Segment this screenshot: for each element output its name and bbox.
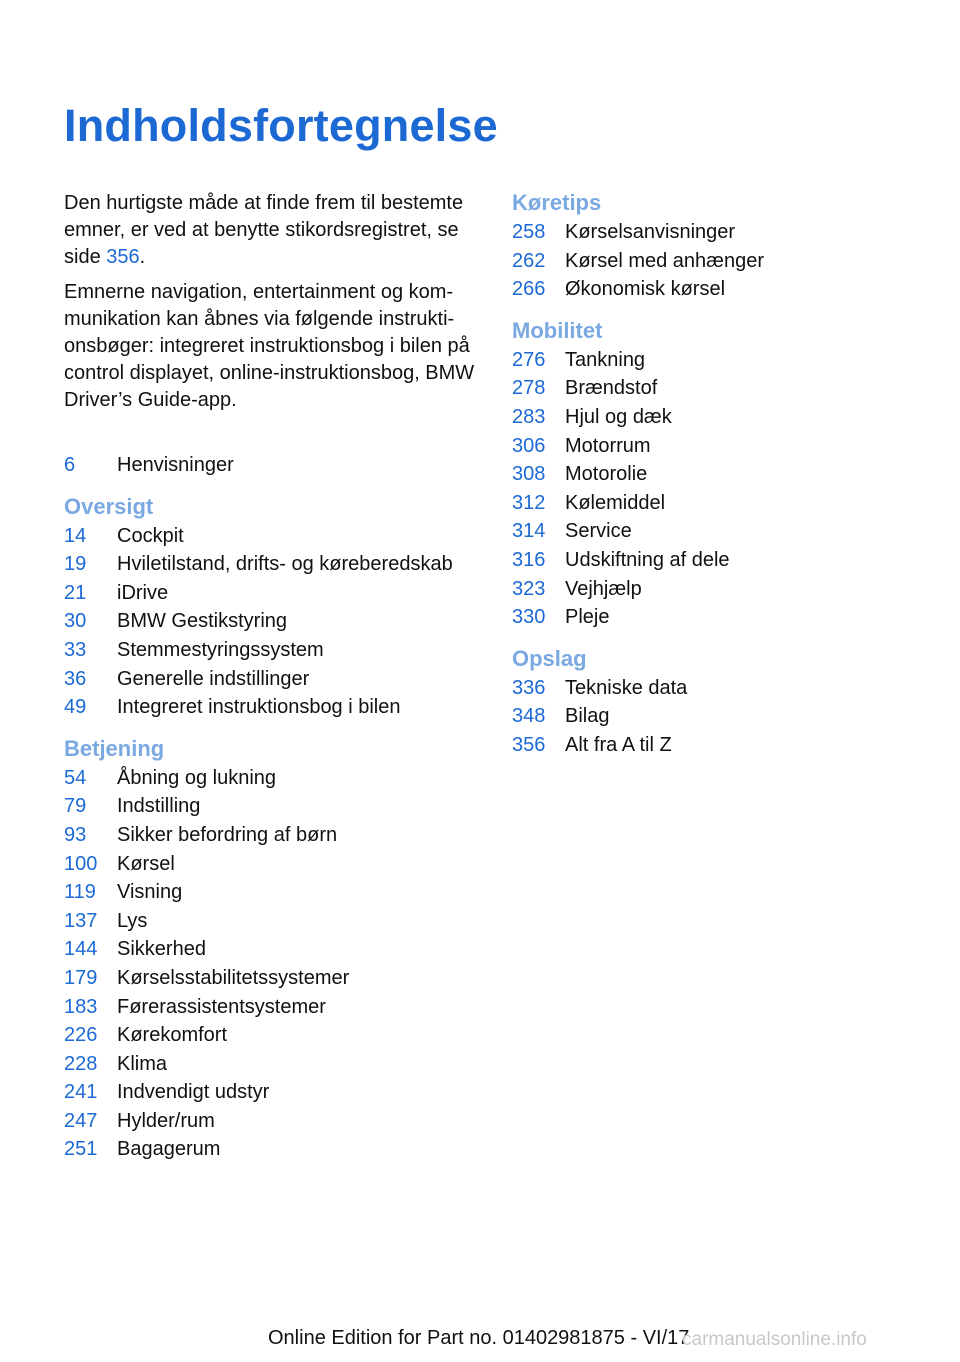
toc-label: Motorrum [565, 434, 651, 457]
section-title: Betjening [64, 735, 165, 761]
toc-page-number[interactable]: 21 [64, 581, 87, 604]
toc-entry[interactable] [64, 821, 484, 850]
toc-entry[interactable] [512, 403, 932, 432]
toc-label: Indvendigt udstyr [117, 1081, 270, 1104]
toc-label: Sikker befordring af børn [117, 823, 338, 846]
toc-page-number[interactable]: 6 [64, 454, 76, 476]
toc-page-number[interactable]: 348 [512, 705, 546, 728]
toc-label: Stemmestyringssystem [117, 638, 324, 661]
section-title: Opslag [512, 645, 587, 671]
toc-entry[interactable] [64, 550, 484, 579]
toc-label: Kørselsanvisninger [565, 221, 736, 243]
toc-page-number[interactable]: 251 [64, 1138, 98, 1161]
toc-page-number[interactable]: 278 [512, 377, 546, 400]
toc-page-number[interactable]: 226 [64, 1024, 98, 1047]
toc-label: Vejhjælp [565, 577, 642, 600]
toc-entry[interactable] [64, 636, 484, 665]
toc-page-number[interactable]: 323 [512, 577, 546, 600]
index-page-link[interactable]: 356 [106, 246, 140, 268]
watermark: carmanualsonline.info [682, 1329, 867, 1350]
toc-label: Pleje [565, 606, 610, 629]
toc-page-number[interactable]: 93 [64, 823, 87, 846]
toc-page-number[interactable]: 312 [512, 491, 546, 514]
toc-label: Motorolie [565, 463, 648, 486]
toc-entry[interactable] [512, 517, 932, 546]
toc-page-number[interactable]: 100 [64, 852, 98, 875]
section-title: Oversigt [64, 493, 154, 519]
footer-edition: Online Edition for Part no. 01402981875 - VI/17 [268, 1327, 690, 1349]
toc-label: Sikkerhed [117, 938, 206, 961]
toc-page-number[interactable]: 228 [64, 1052, 98, 1075]
toc-entry[interactable] [64, 907, 484, 936]
toc-page-number[interactable]: 247 [64, 1109, 98, 1132]
toc-entry[interactable] [64, 1078, 484, 1107]
toc-page-number[interactable]: 262 [512, 249, 546, 272]
toc-label: Kørekomfort [117, 1024, 228, 1047]
toc-label: Visning [117, 881, 183, 904]
toc-label: Klima [117, 1052, 168, 1075]
toc-label: Udskiftning af dele [565, 548, 730, 571]
toc-entry[interactable] [512, 275, 932, 304]
toc-page-number[interactable]: 241 [64, 1081, 98, 1104]
toc-page-number[interactable]: 30 [64, 610, 87, 633]
toc-entry[interactable] [64, 993, 484, 1022]
toc-entry[interactable] [64, 1107, 484, 1136]
toc-page-number[interactable]: 49 [64, 696, 87, 719]
toc-entry[interactable] [64, 607, 484, 636]
toc-entry[interactable] [64, 579, 484, 608]
toc-label: Førerassistentsystemer [117, 995, 326, 1018]
toc-label: Bagagerum [117, 1138, 221, 1161]
toc-entry[interactable] [64, 1135, 484, 1164]
toc-label: Hjul og dæk [565, 405, 672, 428]
toc-entry[interactable] [512, 247, 932, 276]
intro-paragraph-1: Den hurtigste måde at finde frem til bestemte emner, er ved at benytte stikordsregistret, se side 356. [64, 192, 464, 268]
toc-page-number[interactable]: 183 [64, 995, 98, 1018]
toc-label: Generelle indstillinger [117, 667, 310, 690]
section-mobilitet [512, 316, 932, 632]
toc-entry[interactable] [512, 374, 932, 403]
toc-entry[interactable] [512, 432, 932, 461]
toc-label: Kørselsstabilitetssystemer [117, 966, 350, 989]
toc-entry[interactable] [64, 1021, 484, 1050]
toc-page-number[interactable]: 144 [64, 938, 98, 961]
toc-entry[interactable] [64, 764, 484, 793]
toc-entry[interactable] [512, 603, 932, 632]
toc-label: Service [565, 520, 632, 543]
toc-page-number[interactable]: 14 [64, 524, 87, 547]
toc-page-number[interactable]: 258 [512, 221, 546, 243]
toc-entry[interactable] [64, 693, 484, 722]
toc-label: Økonomisk kørsel [565, 278, 726, 301]
toc-entry[interactable] [512, 460, 932, 489]
toc-label: BMW Gestikstyring [117, 610, 288, 633]
toc-label: Kørsel med anhænger [565, 249, 764, 272]
toc-left-column [64, 451, 484, 1164]
toc-entry[interactable] [512, 575, 932, 604]
toc-entry[interactable] [64, 1050, 484, 1079]
toc-label: Lys [117, 909, 148, 932]
toc-label: Integreret instruktionsbog i bilen [117, 696, 401, 719]
toc-page-number[interactable]: 330 [512, 606, 546, 629]
intro-paragraph-2: Emnerne navigation, entertainment og kommunikation kan åbnes via følgende instruktionsbøger: integreret instruktionsbog i bilen på control displayet, online-instruktionsbog, BMW Driver’s Guide-app. [64, 281, 475, 411]
toc-page-number[interactable]: 119 [64, 881, 96, 904]
toc-entry[interactable] [512, 731, 932, 760]
toc-label: Åbning og lukning [117, 766, 277, 789]
toc-page-number[interactable]: 276 [512, 348, 546, 371]
toc-label: Hviletilstand, drifts- og køreberedskab [117, 553, 453, 576]
section-oversigt [64, 492, 484, 722]
toc-page-number[interactable]: 314 [512, 520, 546, 543]
toc-entry[interactable] [64, 935, 484, 964]
section-title: Mobilitet [512, 317, 603, 343]
toc-page-number[interactable]: 356 [512, 733, 546, 756]
toc-label: Alt fra A til Z [565, 733, 672, 756]
toc-label: Brændstof [565, 377, 658, 400]
toc-label: Hylder/rum [117, 1109, 215, 1132]
toc-entry[interactable] [64, 792, 484, 821]
toc-page-number[interactable]: 266 [512, 278, 546, 301]
toc-page-number[interactable]: 79 [64, 795, 87, 818]
toc-label: iDrive [117, 581, 169, 604]
toc-page-number[interactable]: 179 [64, 966, 98, 989]
toc-page-number[interactable]: 36 [64, 667, 87, 690]
toc-label: Henvisninger [117, 454, 234, 476]
toc-entry[interactable] [512, 702, 932, 731]
toc-label: Tekniske data [565, 676, 688, 699]
toc-page-number[interactable]: 306 [512, 434, 546, 457]
page-title: Indholdsfortegnelse [64, 100, 498, 151]
toc-entry[interactable] [64, 522, 484, 551]
toc-page-number[interactable]: 316 [512, 548, 546, 571]
toc-page-number[interactable]: 336 [512, 676, 546, 699]
toc-right-column [512, 188, 932, 760]
section-title: Køretips [512, 190, 602, 215]
toc-label: Indstilling [117, 795, 201, 818]
toc-page-number[interactable]: 54 [64, 766, 87, 789]
toc-entry[interactable] [64, 850, 484, 879]
toc-label: Kørsel [117, 852, 175, 875]
toc-entry[interactable] [512, 218, 932, 247]
toc-page-number[interactable]: 137 [64, 909, 98, 932]
toc-label: Cockpit [117, 524, 184, 547]
toc-page-number[interactable]: 33 [64, 638, 87, 661]
toc-entry[interactable] [512, 489, 932, 518]
toc-entry[interactable] [64, 964, 484, 993]
toc-label: Kølemiddel [565, 491, 666, 514]
toc-label: Tankning [565, 348, 646, 371]
toc-entry[interactable] [512, 546, 932, 575]
intro-text [64, 190, 484, 422]
section-betjening [64, 734, 484, 1164]
toc-label: Bilag [565, 705, 610, 728]
toc-entry[interactable] [64, 878, 484, 907]
toc-page-number[interactable]: 308 [512, 463, 546, 486]
toc-entry[interactable] [512, 674, 932, 703]
section-koeretips [512, 188, 932, 304]
toc-entry[interactable] [64, 451, 484, 480]
toc-page-number[interactable]: 283 [512, 405, 546, 428]
toc-page-number[interactable]: 19 [64, 553, 87, 576]
section-opslag [512, 644, 932, 760]
toc-entry[interactable] [64, 665, 484, 694]
toc-entry[interactable] [512, 346, 932, 375]
